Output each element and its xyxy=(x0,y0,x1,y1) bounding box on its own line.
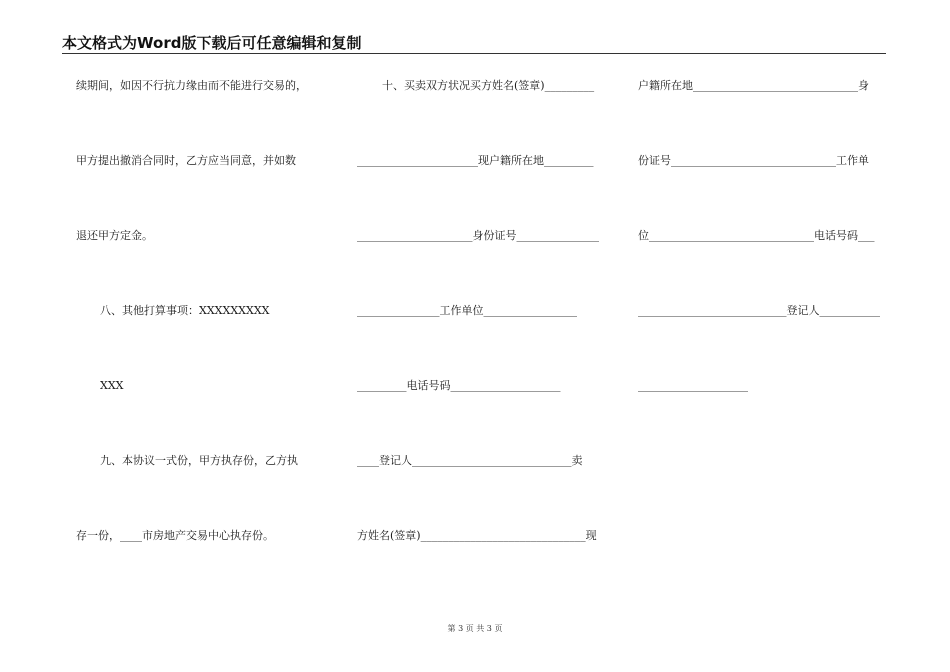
text-line: ____________________ xyxy=(638,379,748,392)
header-divider xyxy=(62,53,886,54)
text-line: 户籍所在地______________________________身 xyxy=(638,79,869,92)
text-line: 存一份，____市房地产交易中心执存份。 xyxy=(76,529,274,542)
text-line: 续期间，如因不行抗力缘由而不能进行交易的， xyxy=(76,79,307,92)
page-header-title: 本文格式为Word版下载后可任意编辑和复制 xyxy=(62,34,362,52)
text-line: XXX xyxy=(100,379,124,392)
text-line: _________电话号码____________________ xyxy=(357,379,561,392)
text-line: 十、买卖双方状况买方姓名(签章)_________ xyxy=(382,79,595,92)
text-line: 份证号______________________________工作单 xyxy=(638,154,869,167)
text-line: 甲方提出撤消合同时，乙方应当同意，并如数 xyxy=(76,154,296,167)
text-line: ______________________现户籍所在地_________ xyxy=(357,154,594,167)
text-line: _______________工作单位_________________ xyxy=(357,304,577,317)
text-line: 八、其他打算事项：XXXXXXXXX xyxy=(100,304,270,317)
text-line: 方姓名(签章)______________________________现 xyxy=(357,529,597,542)
text-line: 九、本协议一式份，甲方执存份，乙方执 xyxy=(100,454,298,467)
text-line: 退还甲方定金。 xyxy=(76,229,153,242)
text-line: ___________________________登记人___________ xyxy=(638,304,880,317)
text-line: ____登记人_____________________________卖 xyxy=(357,454,583,467)
text-line: 位______________________________电话号码___ xyxy=(638,229,875,242)
page-footer-number: 第 3 页 共 3 页 xyxy=(447,624,503,633)
text-line: _____________________身份证号_______________ xyxy=(357,229,599,242)
